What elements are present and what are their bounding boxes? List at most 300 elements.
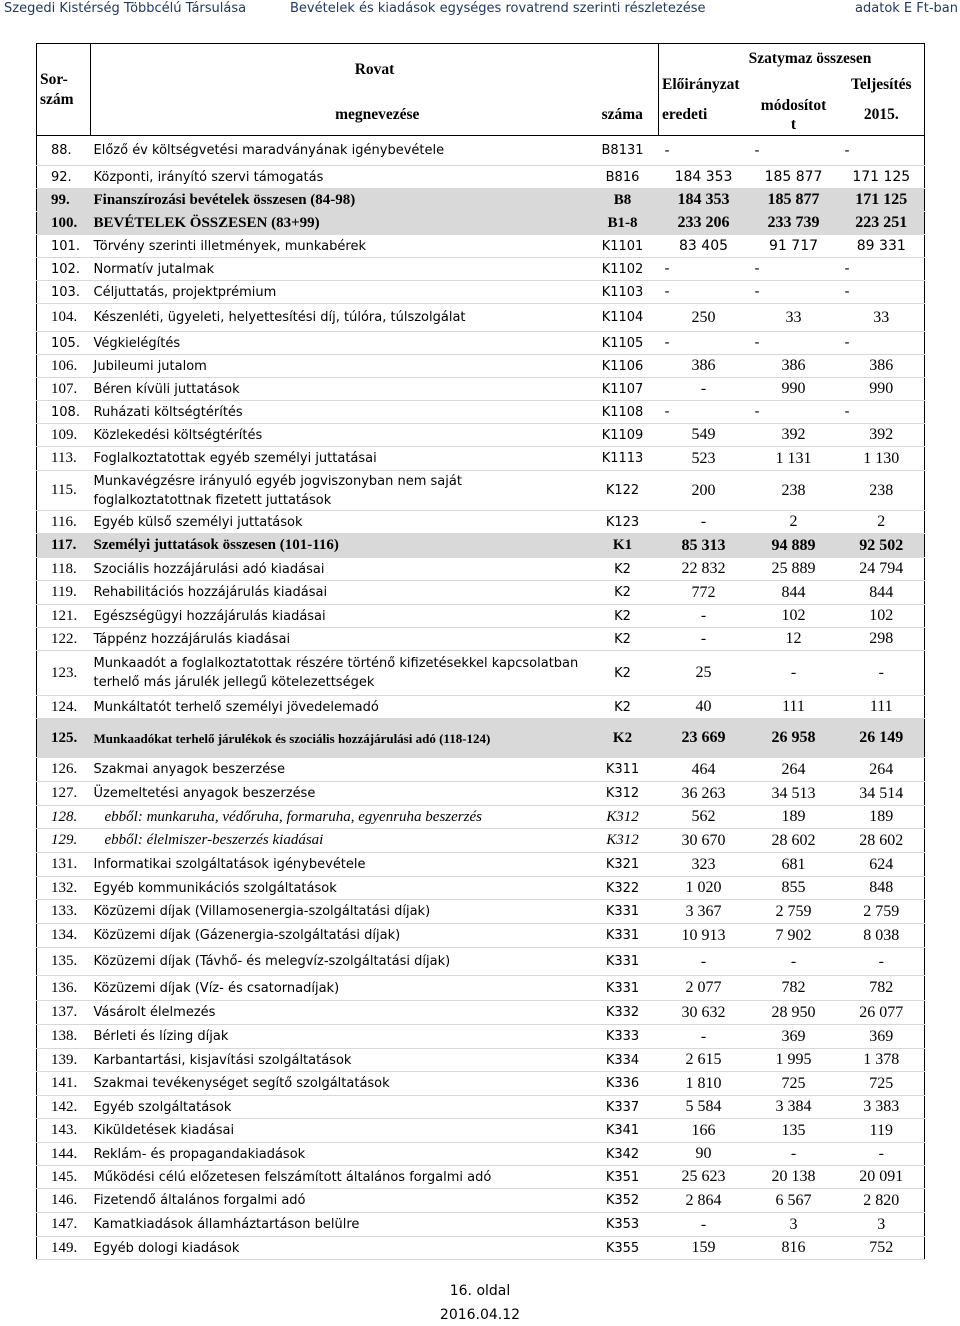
value-teljesites: 34 514	[839, 782, 925, 806]
table-row	[37, 424, 925, 447]
row-number: 134.	[37, 924, 91, 948]
row-code: B8131	[587, 136, 659, 166]
row-number: 137.	[37, 1001, 91, 1025]
row-code: K2	[587, 628, 659, 651]
table-row	[37, 877, 925, 900]
value-modositott: -	[749, 136, 839, 166]
row-name: Közlekedési költségtérítés	[91, 424, 587, 447]
table-row	[37, 758, 925, 782]
table-row	[37, 281, 925, 304]
print-date: 2016.04.12	[439, 1307, 521, 1323]
row-name: Közüzemi díjak (Gázenergia-szolgáltatási díjak)	[91, 924, 587, 948]
value-modositott: 2	[749, 511, 839, 534]
row-code: K341	[587, 1119, 659, 1143]
value-teljesites: 848	[839, 877, 925, 900]
row-number: 107.	[37, 378, 91, 401]
value-modositott: 7 902	[749, 924, 839, 948]
value-modositott: 94 889	[749, 534, 839, 558]
value-eredeti: 200	[659, 471, 749, 511]
table-head	[37, 44, 925, 136]
value-eredeti: -	[659, 332, 749, 355]
row-code: K1103	[587, 281, 659, 304]
row-name: Központi, irányító szervi támogatás	[91, 166, 587, 189]
row-number: 131.	[37, 853, 91, 877]
row-code: K331	[587, 948, 659, 976]
value-teljesites: 2 820	[839, 1189, 925, 1213]
table-row	[37, 332, 925, 355]
row-number: 116.	[37, 511, 91, 534]
table-row	[37, 696, 925, 719]
col-header-eredeti: eredeti	[659, 96, 749, 136]
value-teljesites: 89 331	[839, 235, 925, 258]
row-number: 129.	[37, 829, 91, 853]
row-name: Üzemeltetési anyagok beszerzése	[91, 782, 587, 806]
row-number: 100.	[37, 212, 91, 235]
row-code: K312	[587, 782, 659, 806]
row-name: Egyéb dologi kiadások	[91, 1237, 587, 1260]
table-row	[37, 628, 925, 651]
table-row	[37, 719, 925, 758]
value-modositott: 782	[749, 976, 839, 1001]
row-code: K1102	[587, 258, 659, 281]
row-code: K333	[587, 1025, 659, 1049]
value-modositott: 34 513	[749, 782, 839, 806]
row-number: 127.	[37, 782, 91, 806]
value-modositott: 26 958	[749, 719, 839, 758]
page-number: 16. oldal	[449, 1283, 511, 1299]
row-number: 135.	[37, 948, 91, 976]
value-teljesites: 26 149	[839, 719, 925, 758]
row-number: 124.	[37, 696, 91, 719]
row-name: Vásárolt élelmezés	[91, 1001, 587, 1025]
row-number: 144.	[37, 1143, 91, 1166]
row-code: K1109	[587, 424, 659, 447]
row-number: 121.	[37, 605, 91, 628]
col-header-teljesites: Teljesítés	[839, 74, 925, 96]
value-teljesites: 171 125	[839, 189, 925, 212]
table-row	[37, 534, 925, 558]
row-number: 146.	[37, 1189, 91, 1213]
value-modositott: -	[749, 258, 839, 281]
row-name: Közüzemi díjak (Víz- és csatornadíjak)	[91, 976, 587, 1001]
row-code: K336	[587, 1072, 659, 1096]
value-teljesites: 1 378	[839, 1049, 925, 1072]
row-code: B1-8	[587, 212, 659, 235]
row-number: 133.	[37, 900, 91, 924]
value-modositott: 392	[749, 424, 839, 447]
table-row	[37, 136, 925, 166]
value-eredeti: 2 077	[659, 976, 749, 1001]
value-teljesites: 386	[839, 355, 925, 378]
table-row	[37, 235, 925, 258]
row-code: K122	[587, 471, 659, 511]
table-row	[37, 212, 925, 235]
value-teljesites: -	[839, 258, 925, 281]
value-teljesites: 2	[839, 511, 925, 534]
value-modositott: 189	[749, 806, 839, 829]
table-row	[37, 189, 925, 212]
value-teljesites: 111	[839, 696, 925, 719]
row-number: 92.	[37, 166, 91, 189]
value-teljesites: 782	[839, 976, 925, 1001]
row-name: Jubileumi jutalom	[91, 355, 587, 378]
row-number: 128.	[37, 806, 91, 829]
value-modositott: 12	[749, 628, 839, 651]
row-name: Kamatkiadások államháztartáson belülre	[91, 1213, 587, 1237]
col-header-megnevezese: megnevezése	[91, 96, 587, 136]
row-code: K332	[587, 1001, 659, 1025]
value-modositott: 33	[749, 304, 839, 332]
row-name: ebből: élelmiszer-beszerzés kiadásai	[91, 829, 587, 853]
table-row	[37, 581, 925, 605]
row-code: B816	[587, 166, 659, 189]
value-eredeti: 40	[659, 696, 749, 719]
row-number: 102.	[37, 258, 91, 281]
value-modositott: -	[749, 651, 839, 696]
row-number: 143.	[37, 1119, 91, 1143]
row-code: K322	[587, 877, 659, 900]
row-name: Karbantartási, kisjavítási szolgáltatások	[91, 1049, 587, 1072]
table-row	[37, 1049, 925, 1072]
row-number: 115.	[37, 471, 91, 511]
value-teljesites: 24 794	[839, 558, 925, 581]
value-eredeti: 549	[659, 424, 749, 447]
value-eredeti: 184 353	[659, 166, 749, 189]
value-teljesites: 119	[839, 1119, 925, 1143]
row-number: 149.	[37, 1237, 91, 1260]
row-number: 103.	[37, 281, 91, 304]
value-modositott: 6 567	[749, 1189, 839, 1213]
row-number: 141.	[37, 1072, 91, 1096]
row-code: K331	[587, 924, 659, 948]
value-eredeti: -	[659, 948, 749, 976]
value-eredeti: 25	[659, 651, 749, 696]
row-code: K337	[587, 1096, 659, 1119]
row-name: Működési célú előzetesen felszámított általános forgalmi adó	[91, 1166, 587, 1189]
value-eredeti: -	[659, 136, 749, 166]
row-number: 122.	[37, 628, 91, 651]
row-code: K2	[587, 581, 659, 605]
value-eredeti: -	[659, 511, 749, 534]
value-eredeti: 323	[659, 853, 749, 877]
table-row	[37, 651, 925, 696]
value-teljesites: -	[839, 332, 925, 355]
value-eredeti: 523	[659, 447, 749, 471]
header-title: Bevételek és kiadások egységes rovatrend szerinti részletezése	[290, 1, 706, 16]
value-teljesites: 26 077	[839, 1001, 925, 1025]
value-teljesites: -	[839, 948, 925, 976]
value-teljesites: 3 383	[839, 1096, 925, 1119]
row-name: Finanszírozási bevételek összesen (84-98)	[91, 189, 587, 212]
col-header-modositott: módosítot t	[749, 96, 839, 136]
row-name: Szociális hozzájárulási adó kiadásai	[91, 558, 587, 581]
row-number: 147.	[37, 1213, 91, 1237]
row-name: Ruházati költségtérítés	[91, 401, 587, 424]
value-eredeti: -	[659, 605, 749, 628]
row-name: Fizetendő általános forgalmi adó	[91, 1189, 587, 1213]
row-number: 104.	[37, 304, 91, 332]
table-row	[37, 853, 925, 877]
value-teljesites: 20 091	[839, 1166, 925, 1189]
value-eredeti: 250	[659, 304, 749, 332]
value-modositott: 25 889	[749, 558, 839, 581]
row-code: K1107	[587, 378, 659, 401]
value-modositott: 3	[749, 1213, 839, 1237]
table-row	[37, 1072, 925, 1096]
row-code: K1108	[587, 401, 659, 424]
value-eredeti: -	[659, 628, 749, 651]
value-eredeti: -	[659, 401, 749, 424]
row-code: K353	[587, 1213, 659, 1237]
row-code: K331	[587, 900, 659, 924]
value-modositott: -	[749, 332, 839, 355]
table-row	[37, 829, 925, 853]
row-name: Foglalkoztatottak egyéb személyi juttatásai	[91, 447, 587, 471]
table-row	[37, 401, 925, 424]
row-name: Rehabilitációs hozzájárulás kiadásai	[91, 581, 587, 605]
value-teljesites: 298	[839, 628, 925, 651]
row-name: Készenléti, ügyeleti, helyettesítési díj, túlóra, túlszolgálat	[91, 304, 587, 332]
value-teljesites: 392	[839, 424, 925, 447]
value-teljesites: 189	[839, 806, 925, 829]
row-name: Informatikai szolgáltatások igénybevétele	[91, 853, 587, 877]
row-number: 101.	[37, 235, 91, 258]
row-code: K2	[587, 719, 659, 758]
value-teljesites: 264	[839, 758, 925, 782]
row-number: 138.	[37, 1025, 91, 1049]
value-modositott: 185 877	[749, 189, 839, 212]
row-name: Egészségügyi hozzájárulás kiadásai	[91, 605, 587, 628]
row-name: Céljuttatás, projektprémium	[91, 281, 587, 304]
value-teljesites: 990	[839, 378, 925, 401]
value-modositott: 238	[749, 471, 839, 511]
value-modositott: 111	[749, 696, 839, 719]
value-modositott: 725	[749, 1072, 839, 1096]
row-name: BEVÉTELEK ÖSSZESEN (83+99)	[91, 212, 587, 235]
table-row	[37, 258, 925, 281]
value-eredeti: 1 810	[659, 1072, 749, 1096]
table-row	[37, 1213, 925, 1237]
row-code: K1105	[587, 332, 659, 355]
row-code: K1	[587, 534, 659, 558]
row-number: 145.	[37, 1166, 91, 1189]
value-teljesites: -	[839, 651, 925, 696]
value-modositott: 233 739	[749, 212, 839, 235]
value-modositott: 185 877	[749, 166, 839, 189]
row-name: Munkavégzésre irányuló egyéb jogviszonyban nem saját foglalkoztatottnak fizetett juttatások	[91, 471, 587, 511]
table-body	[37, 136, 925, 1260]
value-eredeti: 1 020	[659, 877, 749, 900]
row-code: K342	[587, 1143, 659, 1166]
value-modositott: 369	[749, 1025, 839, 1049]
table-row	[37, 1166, 925, 1189]
table-row	[37, 471, 925, 511]
value-eredeti: 3 367	[659, 900, 749, 924]
value-teljesites: -	[839, 401, 925, 424]
table-row	[37, 511, 925, 534]
row-code: K334	[587, 1049, 659, 1072]
value-teljesites: 1 130	[839, 447, 925, 471]
row-name: Bérleti és lízing díjak	[91, 1025, 587, 1049]
value-teljesites: 752	[839, 1237, 925, 1260]
table-row	[37, 948, 925, 976]
table-row	[37, 782, 925, 806]
table-row	[37, 924, 925, 948]
row-code: K1113	[587, 447, 659, 471]
row-name: Előző év költségvetési maradványának igénybevétele	[91, 136, 587, 166]
row-code: K2	[587, 605, 659, 628]
row-code: K312	[587, 806, 659, 829]
table-row	[37, 378, 925, 401]
value-modositott: 28 950	[749, 1001, 839, 1025]
table-row	[37, 355, 925, 378]
value-eredeti: 5 584	[659, 1096, 749, 1119]
row-code: K352	[587, 1189, 659, 1213]
value-modositott: 91 717	[749, 235, 839, 258]
row-number: 139.	[37, 1049, 91, 1072]
row-name: Végkielégítés	[91, 332, 587, 355]
table-row	[37, 558, 925, 581]
row-number: 105.	[37, 332, 91, 355]
value-eredeti: 25 623	[659, 1166, 749, 1189]
value-modositott: 20 138	[749, 1166, 839, 1189]
value-teljesites: 725	[839, 1072, 925, 1096]
row-code: K321	[587, 853, 659, 877]
value-modositott: 386	[749, 355, 839, 378]
row-number: 132.	[37, 877, 91, 900]
value-eredeti: -	[659, 378, 749, 401]
row-name: ebből: munkaruha, védőruha, formaruha, egyenruha beszerzés	[91, 806, 587, 829]
value-modositott: 681	[749, 853, 839, 877]
table-row	[37, 1096, 925, 1119]
row-name: Egyéb kommunikációs szolgáltatások	[91, 877, 587, 900]
value-teljesites: 33	[839, 304, 925, 332]
row-name: Normatív jutalmak	[91, 258, 587, 281]
value-modositott: 816	[749, 1237, 839, 1260]
value-teljesites: -	[839, 281, 925, 304]
table-row	[37, 1119, 925, 1143]
value-modositott: 844	[749, 581, 839, 605]
row-name: Táppénz hozzájárulás kiadásai	[91, 628, 587, 651]
row-code: K311	[587, 758, 659, 782]
table-row	[37, 1237, 925, 1260]
col-header-eloiranyzat: Előirányzat	[659, 74, 839, 96]
row-code: K312	[587, 829, 659, 853]
row-name: Szakmai tevékenységet segítő szolgáltatások	[91, 1072, 587, 1096]
row-number: 119.	[37, 581, 91, 605]
table-row	[37, 605, 925, 628]
value-eredeti: 90	[659, 1143, 749, 1166]
table-row	[37, 1001, 925, 1025]
value-modositott: 2 759	[749, 900, 839, 924]
value-eredeti: 10 913	[659, 924, 749, 948]
value-teljesites: 28 602	[839, 829, 925, 853]
value-teljesites: 3	[839, 1213, 925, 1237]
value-teljesites: 171 125	[839, 166, 925, 189]
row-code: K351	[587, 1166, 659, 1189]
value-eredeti: -	[659, 281, 749, 304]
col-header-szama: száma	[587, 96, 659, 136]
row-code: K1101	[587, 235, 659, 258]
value-eredeti: 562	[659, 806, 749, 829]
row-name: Reklám- és propagandakiadások	[91, 1143, 587, 1166]
row-name: Kiküldetések kiadásai	[91, 1119, 587, 1143]
table-row	[37, 806, 925, 829]
row-number: 118.	[37, 558, 91, 581]
value-modositott: 1 131	[749, 447, 839, 471]
value-modositott: -	[749, 1143, 839, 1166]
value-teljesites: 624	[839, 853, 925, 877]
table-row	[37, 447, 925, 471]
row-name: Törvény szerinti illetmények, munkabérek	[91, 235, 587, 258]
table-row	[37, 900, 925, 924]
value-eredeti: 772	[659, 581, 749, 605]
value-teljesites: 102	[839, 605, 925, 628]
value-eredeti: 464	[659, 758, 749, 782]
row-code: K1106	[587, 355, 659, 378]
row-code: K355	[587, 1237, 659, 1260]
value-eredeti: -	[659, 1025, 749, 1049]
row-name: Személyi juttatások összesen (101-116)	[91, 534, 587, 558]
value-eredeti: 2 864	[659, 1189, 749, 1213]
row-name: Munkaadót a foglalkoztatottak részére történő kifizetésekkel kapcsolatban terhelő más járulék jellegű kötelezettségek	[91, 651, 587, 696]
value-eredeti: -	[659, 258, 749, 281]
row-code: B8	[587, 189, 659, 212]
value-eredeti: 233 206	[659, 212, 749, 235]
value-modositott: -	[749, 401, 839, 424]
table-row	[37, 1189, 925, 1213]
col-header-sorszam: Sor- szám	[37, 44, 91, 136]
row-name: Közüzemi díjak (Villamosenergia-szolgáltatási díjak)	[91, 900, 587, 924]
value-modositott: 3 384	[749, 1096, 839, 1119]
value-teljesites: 369	[839, 1025, 925, 1049]
row-number: 109.	[37, 424, 91, 447]
col-header-year: 2015.	[839, 96, 925, 136]
page-header	[0, 0, 960, 18]
row-name: Béren kívüli juttatások	[91, 378, 587, 401]
row-number: 106.	[37, 355, 91, 378]
row-code: K123	[587, 511, 659, 534]
value-eredeti: 386	[659, 355, 749, 378]
row-name: Szakmai anyagok beszerzése	[91, 758, 587, 782]
value-modositott: 135	[749, 1119, 839, 1143]
value-modositott: 102	[749, 605, 839, 628]
row-name: Egyéb külső személyi juttatások	[91, 511, 587, 534]
value-teljesites: 8 038	[839, 924, 925, 948]
row-name: Egyéb szolgáltatások	[91, 1096, 587, 1119]
value-eredeti: 184 353	[659, 189, 749, 212]
table-row	[37, 1143, 925, 1166]
value-modositott: -	[749, 948, 839, 976]
header-unit: adatok E Ft-ban	[855, 1, 958, 16]
value-teljesites: 844	[839, 581, 925, 605]
value-eredeti: 30 670	[659, 829, 749, 853]
row-code: K2	[587, 651, 659, 696]
col-header-szatymaz: Szatymaz összesen	[659, 44, 925, 74]
row-code: K331	[587, 976, 659, 1001]
row-code: K1104	[587, 304, 659, 332]
row-number: 136.	[37, 976, 91, 1001]
budget-table	[36, 43, 925, 1260]
value-modositott: 855	[749, 877, 839, 900]
row-number: 126.	[37, 758, 91, 782]
row-number: 113.	[37, 447, 91, 471]
value-eredeti: 22 832	[659, 558, 749, 581]
value-modositott: -	[749, 281, 839, 304]
value-eredeti: -	[659, 1213, 749, 1237]
table-row	[37, 304, 925, 332]
value-eredeti: 83 405	[659, 235, 749, 258]
